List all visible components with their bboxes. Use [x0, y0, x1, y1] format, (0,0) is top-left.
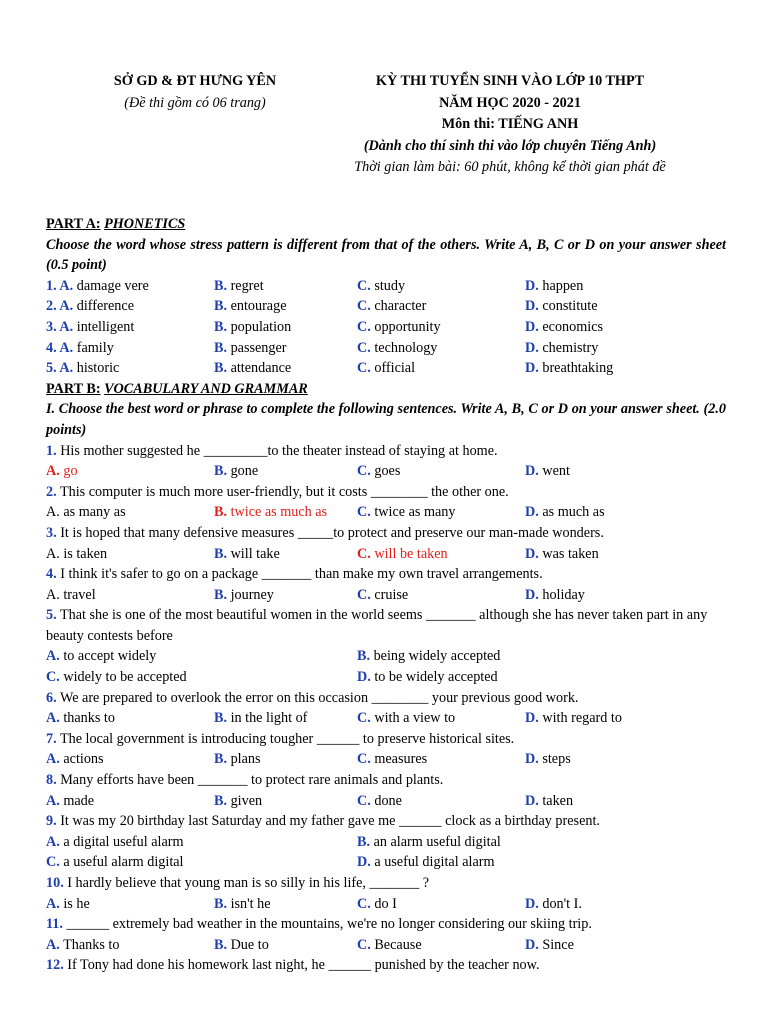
answer-options: A. as many as B. twice as much as C. twice as many D. as much as [46, 502, 726, 523]
answer-options: C. a useful alarm digital D. a useful digital alarm [46, 854, 495, 871]
question-stem: 2. This computer is much more user-friendly, but it costs ________ the other one. [46, 483, 509, 500]
answer-options: A. actions B. plans C. measures D. steps [46, 751, 571, 768]
answer-options: A. a digital useful alarm B. an alarm useful digital [46, 833, 501, 850]
phonetics-row: 5. A. historic B. attendance C. official D. breathtaking [46, 360, 614, 377]
answer-options: A. Thanks to B. Due to C. Because D. Since [46, 936, 574, 953]
answer-options: A. travel B. journey C. cruise D. holiday [46, 586, 585, 603]
phonetics-row: 1. A. damage vere B. regret C. study D. happen [46, 277, 584, 294]
question-stem: 5. That she is one of the most beautiful women in the world seems _______ although she has never taken part in any beauty contests before [46, 607, 708, 644]
department-name: SỞ GD & ĐT HƯNG YÊN [113, 73, 277, 89]
part-b-instruction: I. Choose the best word or phrase to complete the following sentences. Write A, B, C or D on your answer sheet. (2.0 points) [46, 401, 726, 438]
correct-answer: C. will be taken [357, 545, 448, 562]
target-candidates: (Dành cho thí sinh thi vào lớp chuyên Tiếng Anh) [363, 137, 657, 154]
phonetics-row: 3. A. intelligent B. population C. opportunity D. economics [46, 318, 604, 335]
phonetics-row: 2. A. difference B. entourage C. character D. constitute [46, 298, 598, 315]
question-stem: 1. His mother suggested he _________to the theater instead of staying at home. [46, 442, 498, 459]
question-stem: 3. It is hoped that many defensive measures _____to protect and preserve our man-made wonders. [46, 524, 604, 541]
answer-options: C. widely to be accepted D. to be widely accepted [46, 669, 498, 686]
exam-title: KỲ THI TUYỂN SINH VÀO LỚP 10 THPT [375, 73, 645, 89]
school-year: NĂM HỌC 2020 - 2021 [439, 94, 581, 111]
answer-options: A. is he B. isn't he C. do I D. don't I. [46, 895, 582, 912]
exam-content [46, 214, 726, 976]
answer-options: A. go B. gone C. goes D. went [46, 461, 726, 482]
page-count-note: (Đề thi gồm có 06 trang) [124, 94, 266, 111]
part-b-title: PART B: VOCABULARY AND GRAMMAR [46, 380, 308, 397]
question-stem: 8. Many efforts have been _______ to protect rare animals and plants. [46, 772, 444, 789]
question-stem: 7. The local government is introducing tougher ______ to preserve historical sites. [46, 730, 515, 747]
correct-answer: A. go [46, 463, 78, 480]
answer-options: A. thanks to B. in the light of C. with a view to D. with regard to [46, 710, 622, 727]
question-stem: 4. I think it's safer to go on a package _______ than make my own travel arrangements. [46, 566, 543, 583]
subject: Môn thi: TIẾNG ANH [441, 116, 579, 132]
part-a-title: PART A: PHONETICS [46, 216, 186, 232]
answer-options: A. made B. given C. done D. taken [46, 792, 574, 809]
answer-options: A. is taken B. will take C. will be taken D. was taken [46, 544, 726, 565]
question-stem: 10. I hardly believe that young man is so silly in his life, _______ ? [46, 875, 430, 891]
correct-answer: B. twice as much as [214, 504, 328, 521]
part-a-instruction: Choose the word whose stress pattern is different from that of the others. Write A, B, C or D on your answer sheet (0.5 point) [46, 236, 726, 274]
question-stem: 9. It was my 20 birthday last Saturday and my father gave me ______ clock as a birthday present. [46, 813, 600, 830]
phonetics-row: 4. A. family B. passenger C. technology D. chemistry [46, 339, 599, 356]
header-left [60, 71, 330, 114]
question-stem: 6. We are prepared to overlook the error on this occasion ________ your previous good work. [46, 689, 579, 706]
question-stem: 11. ______ extremely bad weather in the mountains, we're no longer considering our skiing trip. [46, 916, 592, 933]
question-stem: 12. If Tony had done his homework last night, he ______ punished by the teacher now. [46, 957, 540, 974]
time-allowed: Thời gian làm bài: 60 phút, không kể thời gian phát đề [354, 159, 666, 175]
header-right [322, 71, 698, 179]
answer-options: A. to accept widely B. being widely accepted [46, 648, 501, 665]
